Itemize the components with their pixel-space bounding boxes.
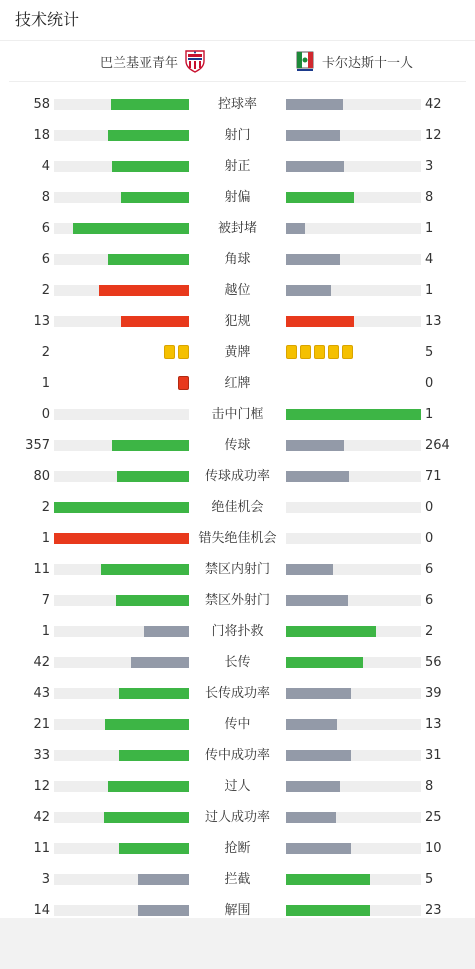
home-bar-fill [108,130,189,141]
stat-row [0,430,475,461]
home-value: 1 [41,531,50,546]
stat-label: 射门 [224,128,251,143]
away-bar-fill [286,440,344,451]
home-bar-fill [54,502,189,513]
away-value: 8 [425,190,434,205]
home-bar-fill [144,626,189,637]
home-bar [54,874,189,885]
stat-row [0,120,475,151]
home-bar [54,502,189,513]
away-bar-fill [286,843,351,854]
home-bar-fill [131,657,189,668]
away-value: 42 [425,97,442,112]
home-team-name: 巴兰基亚青年 [99,55,178,71]
stat-label: 错失绝佳机会 [198,531,277,546]
away-value: 8 [425,779,434,794]
home-team[interactable] [100,41,206,81]
away-bar [286,750,421,761]
stat-row [0,151,475,182]
stat-label: 拦截 [224,872,251,887]
home-value: 21 [33,717,50,732]
home-value: 13 [33,314,50,329]
stat-label: 被封堵 [217,221,257,236]
stat-label: 解围 [224,903,251,918]
away-value: 4 [425,252,434,267]
stat-label: 击中门框 [211,407,264,422]
away-bar [286,905,421,916]
away-value: 0 [425,376,434,391]
away-bar-fill [286,564,333,575]
home-bar-fill [119,688,189,699]
teams-header [9,41,466,82]
stat-label: 长传成功率 [204,686,270,701]
away-value: 3 [425,159,434,174]
home-bar [54,254,189,265]
away-bar [286,812,421,823]
home-bar-fill [101,564,189,575]
home-value: 14 [33,903,50,918]
home-team-logo-icon [184,49,206,73]
away-bar-fill [286,254,340,265]
away-bar [286,409,421,420]
away-bar-fill [286,781,340,792]
away-cards [286,345,353,359]
away-bar-fill [286,316,354,327]
home-value: 18 [33,128,50,143]
away-value: 6 [425,593,434,608]
yellow-card-icon [314,345,325,359]
stat-row [0,647,475,678]
stat-row [0,802,475,833]
stat-label: 传中 [224,717,251,732]
away-bar [286,502,421,513]
home-bar [54,750,189,761]
away-bar-fill [286,750,351,761]
home-bar-fill [116,595,189,606]
home-bar [54,285,189,296]
home-value: 80 [33,469,50,484]
away-team-logo-icon [294,49,316,73]
red-card-icon [178,376,189,390]
home-bar [54,471,189,482]
home-value: 2 [41,500,50,515]
home-value: 11 [33,841,50,856]
away-bar-fill [286,595,348,606]
away-team[interactable] [294,41,413,81]
home-bar [54,440,189,451]
away-bar [286,626,421,637]
away-bar-fill [286,874,370,885]
home-value: 8 [41,190,50,205]
home-value: 33 [33,748,50,763]
home-value: 1 [41,376,50,391]
stat-row [0,523,475,554]
stat-label: 越位 [224,283,251,298]
stat-row [0,833,475,864]
stat-row [0,306,475,337]
home-bar-fill [54,533,189,544]
home-bar [54,843,189,854]
home-bar-fill [138,905,189,916]
yellow-card-icon [328,345,339,359]
home-value: 6 [41,221,50,236]
home-bar-fill [117,471,189,482]
home-value: 2 [41,283,50,298]
away-bar [286,99,421,110]
stat-label: 犯规 [224,314,251,329]
stat-row [0,213,475,244]
home-bar-fill [112,440,189,451]
home-bar [54,719,189,730]
home-value: 0 [41,407,50,422]
home-value: 12 [33,779,50,794]
away-bar [286,533,421,544]
away-bar-fill [286,285,331,296]
away-bar-fill [286,812,336,823]
away-value: 264 [425,438,450,453]
away-value: 12 [425,128,442,143]
stat-row [0,709,475,740]
away-bar-fill [286,161,344,172]
home-bar [54,533,189,544]
stat-row [0,399,475,430]
away-value: 23 [425,903,442,918]
home-value: 43 [33,686,50,701]
home-value: 2 [41,345,50,360]
away-bar-fill [286,719,337,730]
stat-label: 射正 [224,159,251,174]
away-bar [286,130,421,141]
away-value: 0 [425,500,434,515]
home-bar [54,781,189,792]
away-bar-fill [286,905,370,916]
stat-row [0,616,475,647]
home-bar-fill [138,874,189,885]
away-value: 31 [425,748,442,763]
away-bar-fill [286,409,421,420]
away-value: 0 [425,531,434,546]
away-value: 1 [425,283,434,298]
stat-row [0,678,475,709]
away-value: 5 [425,345,434,360]
home-bar [54,316,189,327]
away-value: 56 [425,655,442,670]
yellow-card-icon [342,345,353,359]
home-bar-fill [111,99,189,110]
away-bar [286,161,421,172]
away-bar [286,843,421,854]
away-bar-fill [286,223,305,234]
home-value: 42 [33,655,50,670]
stat-row [0,585,475,616]
home-bar-fill [104,812,189,823]
away-value: 13 [425,314,442,329]
away-bar [286,874,421,885]
away-bar [286,595,421,606]
stat-row [0,89,475,120]
stat-row [0,244,475,275]
home-bar [54,161,189,172]
away-bar [286,440,421,451]
home-bar [54,905,189,916]
stat-label: 传球 [224,438,251,453]
stat-row [0,461,475,492]
stat-row [0,368,475,399]
home-bar-fill [121,316,189,327]
home-cards [178,376,189,390]
stat-label: 传球成功率 [204,469,270,484]
away-bar-fill [286,471,349,482]
stat-row [0,771,475,802]
stat-label: 红牌 [224,376,251,391]
home-value: 6 [41,252,50,267]
home-bar [54,688,189,699]
stat-label: 禁区内射门 [204,562,270,577]
home-bar-fill [121,192,189,203]
away-value: 25 [425,810,442,825]
stat-label: 过人成功率 [204,810,270,825]
home-bar [54,564,189,575]
away-value: 71 [425,469,442,484]
away-bar [286,781,421,792]
home-value: 3 [41,872,50,887]
home-bar-fill [108,781,189,792]
away-bar [286,223,421,234]
away-value: 6 [425,562,434,577]
away-bar-fill [286,688,351,699]
stat-label: 抢断 [224,841,251,856]
home-bar [54,130,189,141]
home-bar-fill [112,161,189,172]
away-bar [286,316,421,327]
home-bar [54,812,189,823]
away-bar [286,285,421,296]
away-bar [286,564,421,575]
stat-label: 黄牌 [224,345,251,360]
away-bar-fill [286,99,343,110]
away-value: 2 [425,624,434,639]
stat-label: 禁区外射门 [204,593,270,608]
yellow-card-icon [286,345,297,359]
page-title: 技术统计 [0,0,475,41]
stat-label: 射偏 [224,190,251,205]
away-bar [286,657,421,668]
home-value: 7 [41,593,50,608]
away-bar [286,192,421,203]
away-bar-fill [286,192,354,203]
home-bar-fill [108,254,189,265]
stat-label: 过人 [224,779,251,794]
home-value: 357 [25,438,50,453]
stat-row [0,740,475,771]
stat-label: 长传 [224,655,251,670]
stat-row [0,492,475,523]
away-bar [286,254,421,265]
home-value: 11 [33,562,50,577]
stat-label: 角球 [224,252,251,267]
stat-row [0,182,475,213]
stat-row [0,895,475,926]
home-value: 1 [41,624,50,639]
away-value: 1 [425,221,434,236]
away-team-name: 卡尔达斯十一人 [322,55,414,71]
away-bar [286,719,421,730]
home-bar [54,409,189,420]
yellow-card-icon [178,345,189,359]
away-value: 10 [425,841,442,856]
stat-label: 控球率 [217,97,257,112]
home-bar-fill [73,223,189,234]
stat-row [0,275,475,306]
home-cards [164,345,189,359]
stat-row [0,554,475,585]
stat-row [0,864,475,895]
yellow-card-icon [300,345,311,359]
away-value: 39 [425,686,442,701]
home-bar [54,626,189,637]
away-bar-fill [286,626,376,637]
away-value: 5 [425,872,434,887]
stat-label: 门将扑救 [211,624,264,639]
away-bar-fill [286,657,363,668]
home-bar-fill [99,285,189,296]
away-bar [286,688,421,699]
home-bar [54,657,189,668]
home-bar [54,192,189,203]
away-bar [286,471,421,482]
home-bar-fill [105,719,189,730]
away-value: 13 [425,717,442,732]
home-value: 42 [33,810,50,825]
stat-label: 传中成功率 [204,748,270,763]
home-bar-fill [119,750,189,761]
home-bar [54,223,189,234]
away-bar-fill [286,130,340,141]
home-bar [54,595,189,606]
stat-label: 绝佳机会 [211,500,264,515]
stat-row [0,337,475,368]
stats-list [0,89,475,926]
home-bar [54,99,189,110]
away-value: 1 [425,407,434,422]
home-value: 4 [41,159,50,174]
yellow-card-icon [164,345,175,359]
home-value: 58 [33,97,50,112]
home-bar-fill [119,843,189,854]
